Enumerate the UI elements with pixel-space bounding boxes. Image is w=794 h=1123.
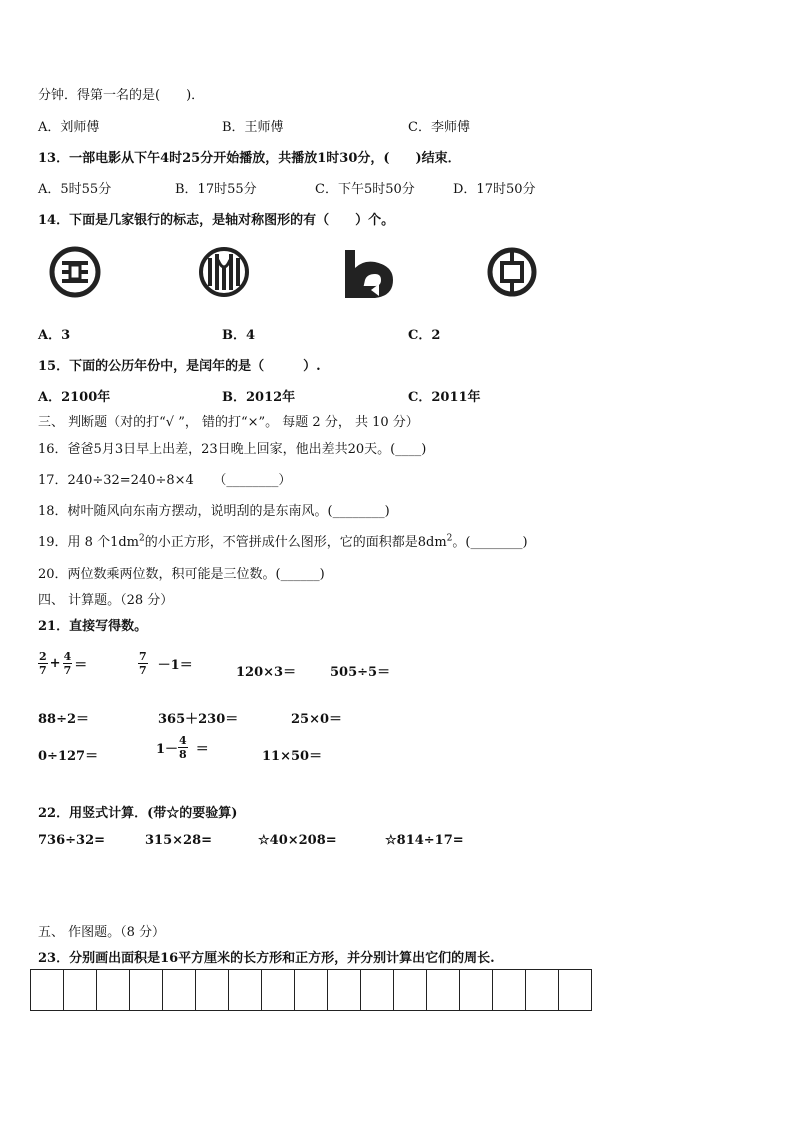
- q13-option-a: A．5时55分: [38, 182, 112, 197]
- section-5-heading: 五、 作图题。（8 分）: [38, 925, 166, 940]
- q13-option-d: D．17时50分: [453, 182, 536, 197]
- bank-logo-4-icon: [486, 246, 538, 298]
- q13-stem: 13．一部电影从下午4时25分开始播放，共播放1时30分，( )结束．: [38, 151, 461, 166]
- grid-cell: [460, 969, 493, 1011]
- grid-cell: [559, 969, 592, 1011]
- grid-cell: [427, 969, 460, 1011]
- q18: 18．树叶随风向东南方摆动，说明刮的是东南风。(________): [38, 504, 390, 519]
- grid-cell: [31, 969, 64, 1011]
- section-3-heading: 三、 判断题（对的打“√ ”， 错的打“×”。 每题 2 分， 共 10 分）: [38, 415, 419, 430]
- q21-expr-4: 365＋230＝: [158, 712, 239, 727]
- q23-stem: 23．分别画出面积是16平方厘米的长方形和正方形，并分别计算出它们的周长.: [38, 951, 495, 966]
- q21-expr-2: 505÷5＝: [330, 665, 391, 680]
- grid-cell: [196, 969, 229, 1011]
- q14-option-c: C．2: [408, 328, 441, 343]
- grid-cell: [295, 969, 328, 1011]
- q21-expr-7: 11×50＝: [262, 749, 323, 764]
- grid-cell: [394, 969, 427, 1011]
- grid-cell: [361, 969, 394, 1011]
- q15-option-a: A．2100年: [38, 390, 111, 405]
- q15-option-b: B．2012年: [222, 390, 296, 405]
- q17: 17．240÷32=240÷8×4 （________）: [38, 473, 292, 488]
- bank-logo-2-icon: [198, 246, 250, 298]
- q12-option-a: A．刘师傅: [38, 120, 100, 135]
- q22-stem: 22．用竖式计算．(带☆的要验算): [38, 806, 238, 821]
- q14-option-b: B．4: [222, 328, 256, 343]
- q22-item-3: ☆40×208=: [258, 833, 337, 848]
- grid-cell: [64, 969, 97, 1011]
- q12-option-c: C．李师傅: [408, 120, 470, 135]
- q21-stem: 21．直接写得数。: [38, 619, 148, 634]
- q21-expr-3: 88÷2＝: [38, 712, 90, 727]
- q12-stem-tail: 分钟．得第一名的是( )．: [38, 88, 205, 103]
- q12-option-b: B．王师傅: [222, 120, 284, 135]
- q22-item-2: 315×28=: [145, 833, 213, 848]
- q22-item-4: ☆814÷17=: [385, 833, 464, 848]
- grid-cell: [526, 969, 559, 1011]
- grid-cell: [493, 969, 526, 1011]
- q22-item-1: 736÷32=: [38, 833, 106, 848]
- grid-cell: [163, 969, 196, 1011]
- bank-logo-1-icon: [49, 246, 101, 298]
- grid-cell: [262, 969, 295, 1011]
- q16: 16．爸爸5月3日早上出差，23日晚上回家，他出差共20天。(____): [38, 442, 427, 457]
- grid-cell: [130, 969, 163, 1011]
- q19: 19．用 8 个$1dm^2$的小正方形，不管拼成什么图形，它的面积都是$8dm^2$。(________): [38, 533, 528, 550]
- drawing-grid: [30, 969, 592, 1011]
- section-4-heading: 四、 计算题。（28 分）: [38, 593, 174, 608]
- grid-cell: [97, 969, 130, 1011]
- grid-cell: [229, 969, 262, 1011]
- q15-stem: 15．下面的公历年份中，是闰年的是（ ）.: [38, 359, 321, 374]
- q14-option-a: A．3: [38, 328, 71, 343]
- q21-expr-fraction-sub: $\frac{7}{7}$ －1＝: [139, 650, 193, 677]
- q21-expr-one-minus: 1－ $\frac{4}{8}$ ＝: [156, 734, 209, 761]
- grid-cell: [328, 969, 361, 1011]
- bank-logo-3-icon: [341, 246, 397, 300]
- q14-stem: 14．下面是几家银行的标志，是轴对称图形的有（ ）个。: [38, 213, 395, 228]
- q21-expr-5: 25×0＝: [291, 712, 343, 727]
- q13-option-c: C．下午5时50分: [315, 182, 415, 197]
- q21-expr-fraction-add: $\frac{2}{7}$ + $\frac{4}{7}$ ＝: [39, 650, 88, 677]
- q21-expr-1: 120×3＝: [236, 665, 297, 680]
- q15-option-c: C．2011年: [408, 390, 481, 405]
- q20: 20．两位数乘两位数，积可能是三位数。(______): [38, 567, 325, 582]
- q21-expr-6: 0÷127＝: [38, 749, 99, 764]
- q13-option-b: B．17时55分: [175, 182, 257, 197]
